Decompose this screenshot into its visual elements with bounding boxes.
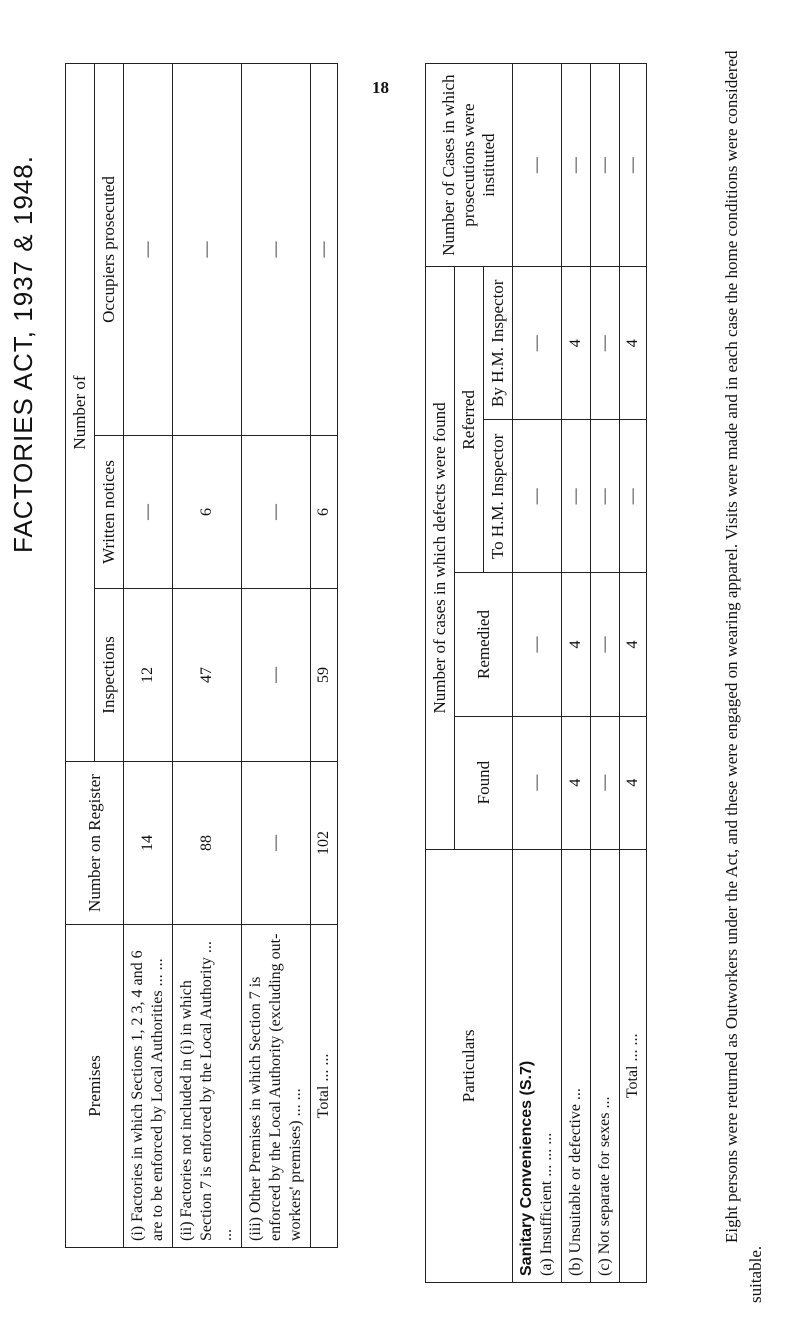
cell-prosecutions: — — [591, 64, 620, 267]
row-label: Total ... ... — [311, 925, 338, 1248]
col-found: Found — [455, 716, 513, 849]
row-label: Total ... ... — [620, 849, 647, 1282]
col-to-hm: To H.M. Inspector — [484, 420, 513, 573]
col-prosecutions: Number of Cases in which prosecutions were instituted — [426, 64, 513, 267]
page-title: FACTORIES ACT, 1937 & 1948. — [8, 155, 38, 553]
section-title: Sanitary Conveniences (S.7) — [518, 1060, 535, 1276]
cell-to-hm: — — [620, 420, 647, 573]
col-referred: Referred — [455, 267, 484, 573]
table-row-total — [620, 64, 647, 1283]
cell-inspections: 47 — [173, 589, 242, 762]
col-defects: Number of cases in which defects were found — [426, 267, 455, 849]
cell-register: 102 — [311, 762, 338, 925]
cell-found: — — [591, 716, 620, 849]
col-particulars: Particulars — [426, 849, 513, 1282]
cell-remedied: — — [591, 573, 620, 716]
row-label: (ii) Factories not included in (i) in which Section 7 is enforced by the Local Authority ... ... — [173, 925, 242, 1248]
cell-by-hm: 4 — [562, 267, 591, 420]
cell-found: 4 — [620, 716, 647, 849]
table-row — [562, 64, 591, 1283]
cell-inspections: 59 — [311, 589, 338, 762]
cell-notices: — — [242, 436, 311, 589]
cell-to-hm: — — [562, 420, 591, 573]
cell-by-hm: 4 — [620, 267, 647, 420]
row-label: (iii) Other Premises in which Section 7 is enforced by the Local Authority (excluding out-workers' premises) ... ... — [242, 925, 311, 1248]
col-notices: Written notices — [95, 436, 124, 589]
row-label — [513, 849, 562, 1282]
row-label: (c) Not separate for sexes ... — [591, 849, 620, 1282]
table-row — [591, 64, 620, 1283]
cell-remedied: 4 — [620, 573, 647, 716]
defects-table — [425, 63, 647, 1283]
table-row-total — [311, 64, 338, 1248]
footnote: Eight persons were returned as Outworkers under the Act, and these were engaged on wearing apparel. Visits were made and in each case the home conditions were considered suitable. — [722, 50, 765, 1303]
row-label: (i) Factories in which Sections 1, 2 3, 4 and 6 are to be enforced by Local Authorities ... ... — [124, 925, 173, 1248]
cell-prosecuted: — — [311, 64, 338, 436]
table-row — [242, 64, 311, 1248]
col-by-hm: By H.M. Inspector — [484, 267, 513, 420]
cell-prosecuted: — — [124, 64, 173, 436]
col-prosecuted: Occupiers prosecuted — [95, 64, 124, 436]
table-row — [124, 64, 173, 1248]
cell-inspections: 12 — [124, 589, 173, 762]
cell-notices: — — [124, 436, 173, 589]
cell-notices: 6 — [311, 436, 338, 589]
cell-found: — — [513, 716, 562, 849]
cell-notices: 6 — [173, 436, 242, 589]
cell-register: 88 — [173, 762, 242, 925]
col-premises: Premises — [66, 925, 124, 1248]
cell-by-hm: — — [591, 267, 620, 420]
row-label-text: (a) Insufficient ... ... ... — [538, 1132, 555, 1276]
cell-inspections: — — [242, 589, 311, 762]
row-label: (b) Unsuitable or defective ... — [562, 849, 591, 1282]
cell-register: — — [242, 762, 311, 925]
cell-remedied: 4 — [562, 573, 591, 716]
cell-to-hm: — — [591, 420, 620, 573]
cell-register: 14 — [124, 762, 173, 925]
col-inspections: Inspections — [95, 589, 124, 762]
page-number: 18 — [372, 78, 389, 97]
cell-prosecuted: — — [242, 64, 311, 436]
col-remedied: Remedied — [455, 573, 513, 716]
table-row — [513, 64, 562, 1283]
cell-remedied: — — [513, 573, 562, 716]
table-row — [173, 64, 242, 1248]
col-number-of: Number of — [66, 64, 95, 762]
cell-found: 4 — [562, 716, 591, 849]
cell-prosecuted: — — [173, 64, 242, 436]
cell-prosecutions: — — [562, 64, 591, 267]
cell-to-hm: — — [513, 420, 562, 573]
cell-prosecutions: — — [513, 64, 562, 267]
cell-prosecutions: — — [620, 64, 647, 267]
col-register: Number on Register — [66, 762, 124, 925]
premises-table — [65, 63, 338, 1248]
cell-by-hm: — — [513, 267, 562, 420]
